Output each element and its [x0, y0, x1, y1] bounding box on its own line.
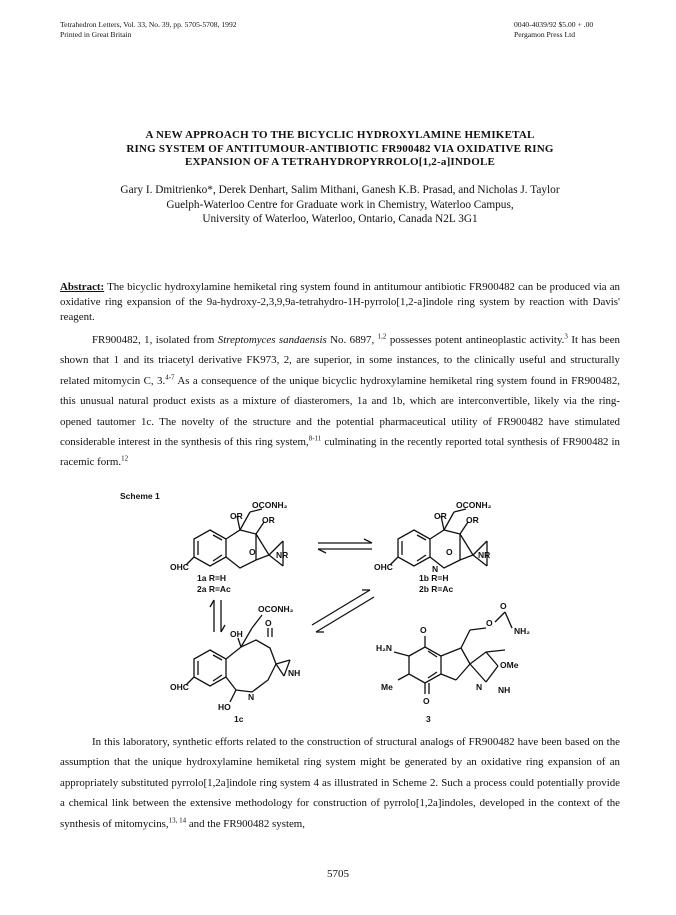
p1-text: possesses potent antineoplastic activity. — [386, 334, 565, 346]
scheme-label: Scheme 1 — [120, 491, 160, 501]
atom-label: NR — [276, 550, 289, 560]
p2-text: In this laboratory, synthetic efforts related to the construction of structural analogs of FR900482 have been based on the assumption that the unique hydroxylamine hemiketal ring system might be generated by an oxidative ring expansion of an appropriately substituted pyrrolo[1,2a]indole ring system 4 as illustrated in Scheme 2. Such a process could potentially provide a chemical link between the extensive methodology for construction of pyrrolo[1,2a]indoles, developed in the context of the synthesis of mitomycins, — [60, 736, 620, 830]
scheme-1-figure — [0, 490, 676, 730]
p1-text: It has been shown that 1 and its triacetyl derivative FK973, 2, are superior, in some instances, to the clinically useful and structurally related mitomycin C, 3. — [60, 334, 620, 387]
author-block — [60, 183, 620, 227]
atom-label: OR — [262, 515, 275, 525]
atom-label: OCONH₂ — [258, 604, 294, 614]
atom-label: OHC — [170, 562, 189, 572]
atom-label: OR — [434, 511, 447, 521]
atom-label: HO — [218, 702, 231, 712]
citation-ref: 8-11 — [308, 434, 322, 443]
atom-label: O — [446, 547, 453, 557]
atom-label: OR — [230, 511, 243, 521]
running-header-right — [514, 20, 593, 40]
abstract-label: Abstract: — [60, 281, 105, 293]
title-line: A NEW APPROACH TO THE BICYCLIC HYDROXYLAMINE HEMIKETAL — [145, 129, 535, 141]
p1-text: As a consequence of the unique bicyclic hydroxylamine hemiketal ring system found in FR900482, this unusual natural product exists as a mixture of diasteromers, 1a and 1b, which are interconvertible, likely via the ring-opened tautomer 1c. The novelty of the structure and the potential pharmaceutical utility of FR900482 have stimulated considerable interest in the synthesis of this ring system, — [60, 374, 620, 449]
page-number: 5705 — [327, 868, 349, 880]
affiliation-line: Guelph-Waterloo Centre for Graduate work in Chemistry, Waterloo Campus, — [166, 198, 514, 211]
compound-label: 2a R=Ac — [197, 584, 231, 594]
atom-label: OCONH₂ — [252, 500, 288, 510]
structure-3 — [394, 612, 512, 694]
atom-label: OMe — [500, 660, 519, 670]
atom-label: OR — [466, 515, 479, 525]
p1-text: culminating in the recently reported total synthesis of FR900482 in racemic form. — [60, 436, 621, 469]
author-names: Gary I. Dmitrienko*, Derek Denhart, Salim Mithani, Ganesh K.B. Prasad, and Nicholas J. Taylor — [120, 184, 560, 196]
compound-label: 1c — [234, 714, 244, 724]
atom-label: O — [500, 601, 507, 611]
atom-label: OHC — [374, 562, 393, 572]
price-code: 0040-4039/92 $5.00 + .00 — [514, 20, 594, 29]
atom-label: O — [486, 618, 493, 628]
p2-text: and the FR900482 system, — [186, 817, 305, 830]
atom-label: OHC — [170, 682, 189, 692]
abstract-text: The bicyclic hydroxylamine hemiketal ring system found in antitumour antibiotic FR900482 can be produced via an oxidative ring expansion of the 9a-hydroxy-2,3,9,9a-tetrahydro-1H-pyrrolo[1,2-a]indole ring system by reaction with Davis' reagent. — [60, 281, 620, 323]
citation-ref: 1,2 — [377, 332, 387, 341]
article-title — [60, 129, 620, 170]
publisher: Pergamon Press Ltd — [514, 30, 576, 39]
atom-label: OCONH₂ — [456, 500, 492, 510]
affiliation-line: University of Waterloo, Waterloo, Ontario, Canada N2L 3G1 — [202, 213, 478, 225]
intro-paragraph — [60, 330, 620, 473]
atom-label: H₂N — [376, 643, 393, 653]
compound-label: 3 — [426, 714, 431, 724]
p1-text: No. 6897, — [326, 334, 378, 346]
citation-ref: 12 — [121, 454, 129, 463]
body-paragraph — [60, 732, 620, 834]
compound-label: 1a R=H — [197, 573, 227, 583]
atom-label: NH₂ — [514, 626, 531, 636]
species-name: Streptomyces sandaensis — [217, 334, 327, 346]
abstract — [60, 280, 620, 324]
atom-label: O — [423, 696, 430, 706]
citation-ref: 13, 14 — [168, 816, 187, 824]
atom-label: NR — [478, 550, 491, 560]
p1-text: FR900482, 1, isolated from — [92, 334, 218, 346]
citation-ref: 3 — [564, 332, 568, 341]
atom-label: N — [476, 682, 483, 692]
atom-label: OH — [230, 629, 243, 639]
atom-label: O — [420, 625, 427, 635]
atom-label: Me — [381, 682, 393, 692]
atom-label: N — [432, 564, 439, 574]
compound-label: 1b R=H — [419, 573, 449, 583]
atom-label: N — [248, 692, 255, 702]
citation-ref: 4-7 — [165, 373, 175, 382]
running-header-left — [60, 20, 237, 40]
atom-label: O — [249, 547, 256, 557]
atom-label: NH — [288, 668, 301, 678]
atom-label: O — [265, 618, 272, 628]
atom-label: NH — [498, 685, 511, 695]
compound-label: 2b R=Ac — [419, 584, 454, 594]
title-line: RING SYSTEM OF ANTITUMOUR-ANTIBIOTIC FR900482 VIA OXIDATIVE RING — [126, 142, 554, 155]
title-line: EXPANSION OF A TETRAHYDROPYRROLO[1,2-a]INDOLE — [184, 156, 496, 168]
journal-citation: Tetrahedron Letters, Vol. 33, No. 39, pp. 5705-5708, 1992 — [60, 20, 237, 29]
printed-location: Printed in Great Britain — [60, 30, 132, 39]
